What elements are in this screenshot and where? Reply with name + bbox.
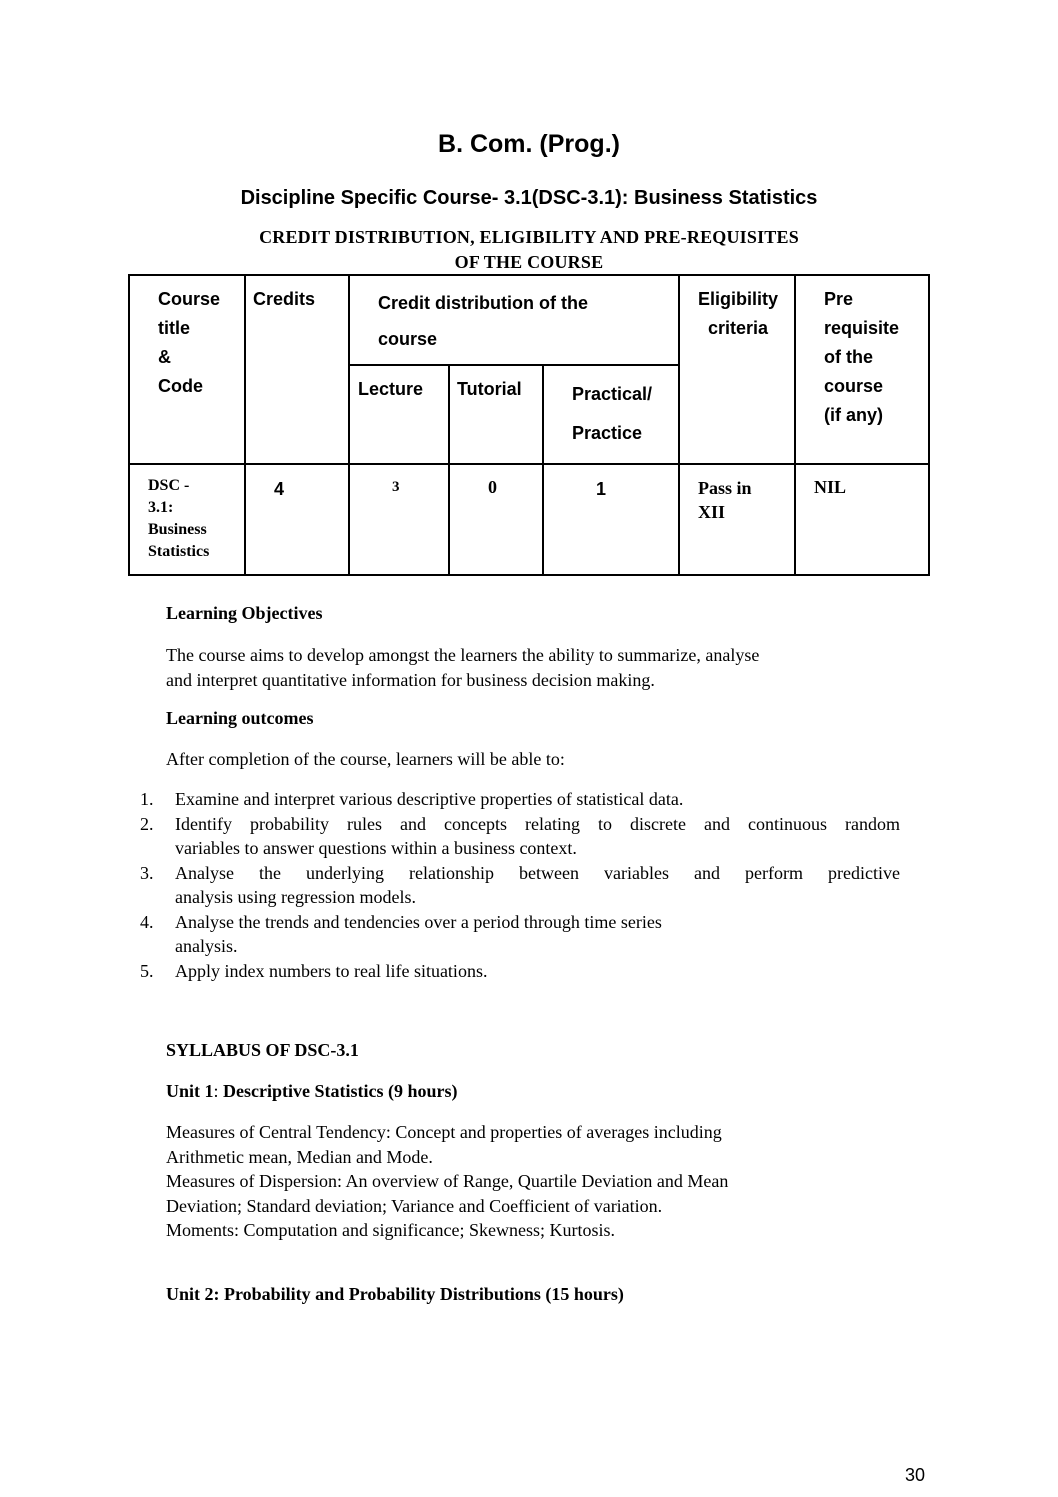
- list-item: 4. Analyse the trends and tendencies over a period through time series analysis.: [140, 911, 662, 956]
- cell-course-code: DSC - 3.1: Business Statistics: [148, 477, 210, 560]
- syllabus-heading: SYLLABUS OF DSC-3.1: [166, 1040, 359, 1060]
- learning-outcomes-heading: Learning outcomes: [166, 708, 314, 728]
- credit-distribution-title: CREDIT DISTRIBUTION, ELIGIBILITY AND PRE-REQUISITES: [259, 227, 799, 247]
- learning-outcomes-intro: After completion of the course, learners will be able to:: [166, 749, 565, 769]
- header-lecture: Lecture: [358, 379, 424, 399]
- unit-1-heading: Unit 1: Descriptive Statistics (9 hours): [166, 1081, 458, 1101]
- learning-outcomes-list: [140, 787, 900, 983]
- credit-distribution-table: [128, 274, 930, 576]
- header-credit-distribution: Credit distribution of the course: [378, 293, 588, 349]
- list-item: 2. Identify probability rules and concepts relating to discrete and continuous random variables to answer questions within a business context.: [140, 813, 900, 858]
- header-course-title: Course title & Code: [158, 289, 221, 396]
- cell-credits: 4: [274, 479, 285, 499]
- course-heading: Discipline Specific Course- 3.1(DSC-3.1): Business Statistics: [240, 187, 818, 209]
- learning-objectives-text: The course aims to develop amongst the learners the ability to summarize, analyse and interpret quantitative information for business decision making.: [166, 645, 760, 690]
- header-eligibility: Eligibility criteria: [697, 289, 778, 338]
- page-title: B. Com. (Prog.): [438, 130, 620, 158]
- cell-eligibility: Pass in XII: [698, 478, 752, 522]
- header-credits: Credits: [253, 289, 316, 309]
- unit-2-heading: Unit 2: Probability and Probability Distributions (15 hours): [166, 1284, 624, 1304]
- header-prerequisite: Pre requisite of the course (if any): [824, 289, 900, 425]
- page-number: 30: [905, 1465, 926, 1485]
- cell-practical: 1: [596, 479, 607, 499]
- header-practical: Practical/ Practice: [572, 384, 653, 443]
- list-item: 1. Examine and interpret various descriptive properties of statistical data.: [140, 789, 684, 809]
- cell-prerequisite: NIL: [814, 477, 847, 497]
- cell-tutorial: 0: [488, 477, 497, 497]
- credit-distribution-title-cont: OF THE COURSE: [454, 252, 604, 272]
- list-item: 3. Analyse the underlying relationship between variables and perform predictive analysis using regression models.: [140, 862, 900, 907]
- list-item: 5. Apply index numbers to real life situations.: [140, 960, 488, 981]
- unit-1-content: Measures of Central Tendency: Concept and properties of averages including Arithmetic mean, Median and Mode. Measures of Dispersion: An overview of Range, Quartile Deviation and Mean Deviation; Standard deviation; Variance and Coefficient of variation. Moments: Computation and significance; Skewness; Kurtosis.: [166, 1122, 729, 1240]
- cell-lecture: 3: [392, 479, 400, 495]
- header-tutorial: Tutorial: [457, 379, 522, 399]
- learning-objectives-heading: Learning Objectives: [166, 603, 323, 623]
